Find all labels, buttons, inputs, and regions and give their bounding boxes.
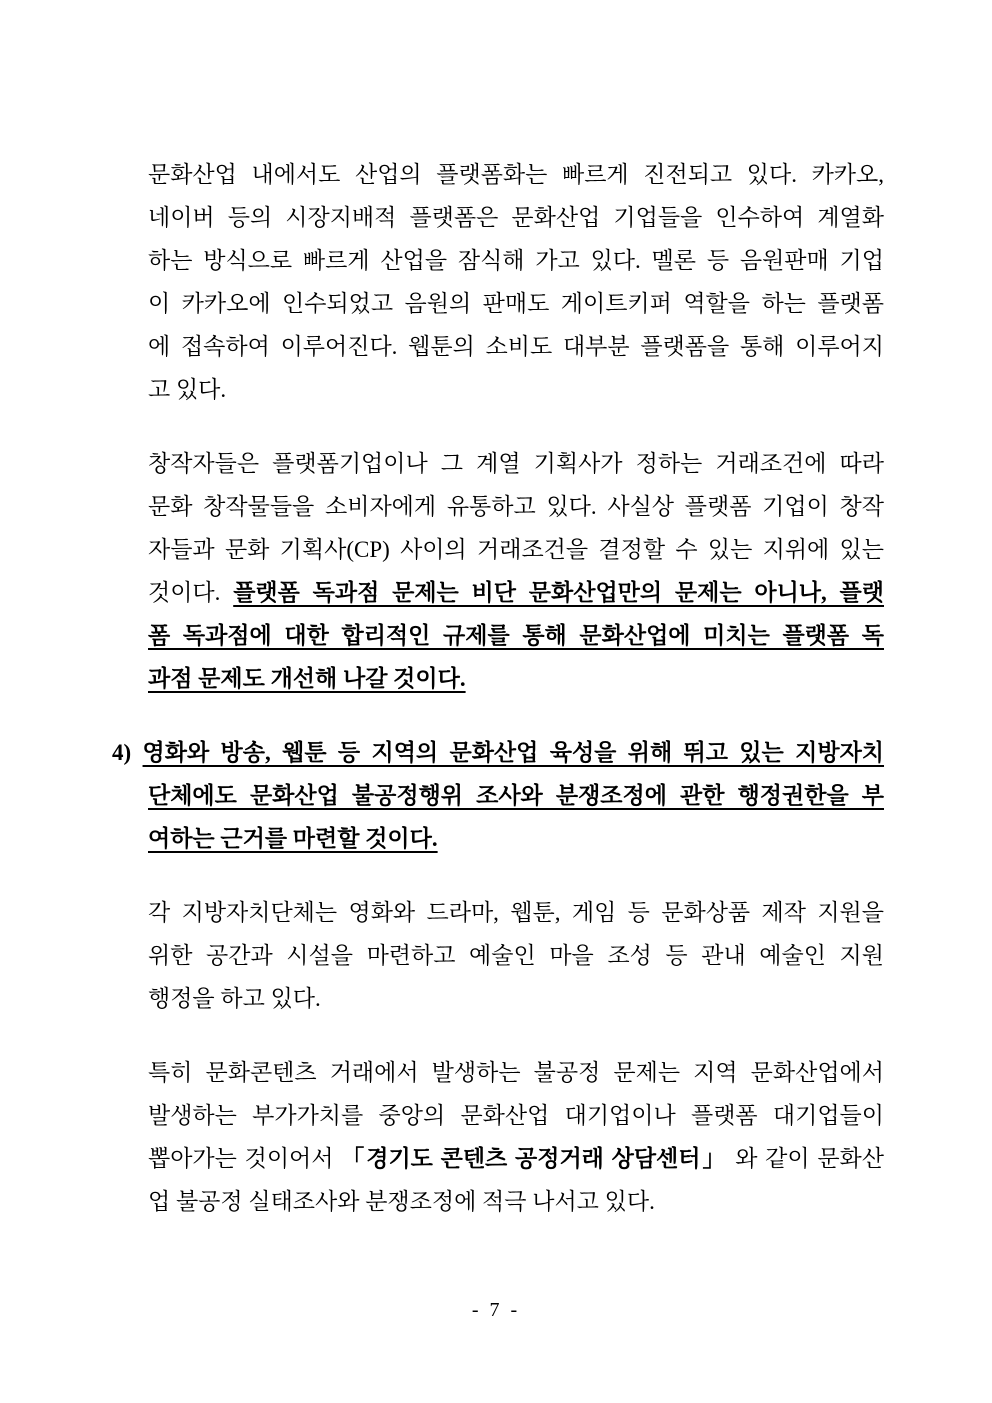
text-line bbox=[148, 442, 884, 485]
text-run: 고 있다. bbox=[148, 377, 227, 402]
section-heading bbox=[112, 731, 885, 860]
text-run: 특히 문화콘텐츠 거래에서 발생하는 불공정 문제는 지역 문화산업에서 bbox=[148, 1060, 884, 1085]
text-line bbox=[148, 1094, 884, 1137]
text-line bbox=[148, 325, 884, 368]
page-number: - 7 - bbox=[471, 1299, 521, 1321]
text-run: 「경기도 콘텐츠 공정거래 상담센터」 bbox=[341, 1146, 728, 1171]
text-line bbox=[148, 1180, 884, 1223]
text-run: 것이다. bbox=[148, 580, 234, 605]
text-run: 창작자들은 플랫폼기업이나 그 계열 기획사가 정하는 거래조건에 따라 bbox=[148, 451, 884, 476]
text-run: 영화와 방송, 웹툰 등 지역의 문화산업 육성을 위해 뛰고 있는 지방자치 bbox=[142, 740, 885, 765]
text-line bbox=[148, 282, 884, 325]
text-run: 자들과 문화 기획사(CP) 사이의 거래조건을 결정할 수 있는 지위에 있는 bbox=[148, 537, 884, 562]
paragraph bbox=[148, 1051, 884, 1223]
text-run: 행정을 하고 있다. bbox=[148, 986, 321, 1011]
text-run: 하는 방식으로 빠르게 산업을 잠식해 가고 있다. 멜론 등 음원판매 기업 bbox=[148, 248, 884, 273]
paragraph bbox=[148, 442, 884, 700]
text-line bbox=[148, 528, 884, 571]
text-run: 단체에도 문화산업 불공정행위 조사와 분쟁조정에 관한 행정권한을 부 bbox=[148, 783, 884, 808]
text-run: 와 같이 문화산 bbox=[727, 1146, 884, 1171]
text-run: 여하는 근거를 마련할 것이다. bbox=[148, 826, 438, 851]
text-run: 문화 창작물들을 소비자에게 유통하고 있다. 사실상 플랫폼 기업이 창작 bbox=[148, 494, 884, 519]
text-run: 각 지방자치단체는 영화와 드라마, 웹툰, 게임 등 문화상품 제작 지원을 bbox=[148, 900, 884, 925]
text-line bbox=[148, 774, 884, 817]
text-run: 폼 독과점에 대한 합리적인 규제를 통해 문화산업에 미치는 플랫폼 독 bbox=[148, 623, 884, 648]
text-line bbox=[112, 731, 884, 774]
paragraph bbox=[148, 153, 884, 411]
text-line bbox=[148, 817, 884, 860]
text-line bbox=[148, 657, 884, 700]
paragraph bbox=[148, 891, 884, 1020]
text-line bbox=[148, 891, 884, 934]
text-line bbox=[148, 977, 884, 1020]
text-line bbox=[148, 368, 884, 411]
text-run: 과점 문제도 개선해 나갈 것이다. bbox=[148, 666, 466, 691]
text-run bbox=[131, 740, 142, 765]
text-run: 위한 공간과 시설을 마련하고 예술인 마을 조성 등 관내 예술인 지원 bbox=[148, 943, 884, 968]
page-footer bbox=[0, 1298, 992, 1322]
text-run: 뽑아가는 것이어서 bbox=[148, 1146, 342, 1171]
text-run: 플랫폼 독과점 문제는 비단 문화산업만의 문제는 아니나, 플랫 bbox=[233, 580, 884, 605]
text-line bbox=[148, 239, 884, 282]
text-run: 업 불공정 실태조사와 분쟁조정에 적극 나서고 있다. bbox=[148, 1189, 655, 1214]
text-line bbox=[148, 196, 884, 239]
text-run: 네이버 등의 시장지배적 플랫폼은 문화산업 기업들을 인수하여 계열화 bbox=[148, 205, 884, 230]
text-line bbox=[148, 153, 884, 196]
text-line bbox=[148, 934, 884, 977]
text-run: 문화산업 내에서도 산업의 플랫폼화는 빠르게 진전되고 있다. 카카오, bbox=[148, 162, 884, 187]
text-line bbox=[148, 1051, 884, 1094]
text-line bbox=[148, 614, 884, 657]
text-line bbox=[148, 1137, 884, 1180]
text-run: 에 접속하여 이루어진다. 웹툰의 소비도 대부분 플랫폼을 통해 이루어지 bbox=[148, 334, 884, 359]
text-run: 발생하는 부가가치를 중앙의 문화산업 대기업이나 플랫폼 대기업들이 bbox=[148, 1103, 884, 1128]
text-line bbox=[148, 485, 884, 528]
text-run: 이 카카오에 인수되었고 음원의 판매도 게이트키퍼 역할을 하는 플랫폼 bbox=[148, 291, 884, 316]
document-body bbox=[112, 153, 885, 1223]
text-line bbox=[148, 571, 884, 614]
section-number: 4) bbox=[112, 740, 132, 765]
